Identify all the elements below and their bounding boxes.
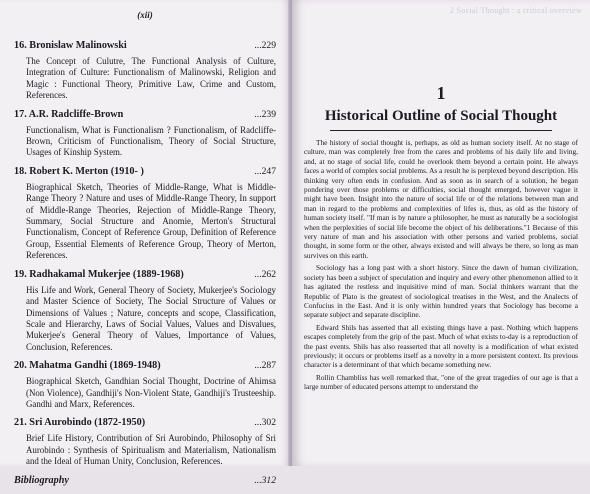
toc-entry xyxy=(14,417,276,467)
toc-entry-heading xyxy=(14,417,276,429)
toc-entry-heading xyxy=(14,40,276,52)
toc-entry-page: ...239 xyxy=(254,108,276,120)
toc-entry-page: ...287 xyxy=(254,360,276,372)
toc-entry-title: 16. Bronislaw Malinowski xyxy=(14,40,127,51)
toc-entry-summary: Biographical Sketch, Gandhian Social Thought, Doctrine of Ahimsa (Non Violence), Gandhiji's Non-Violent State, Gandhiji's Trusteeship. Gandhi and Marx, References. xyxy=(26,376,276,409)
toc-entry-page: ...229 xyxy=(254,40,276,51)
chapter-body xyxy=(304,138,578,395)
toc-entry-heading xyxy=(14,109,276,121)
body-paragraph: Sociology has a long past with a short history. Since the dawn of human civilization, society has been a subject of speculation and inquiry and every other phenomenon allied to it has agitated the restless and inquisitive mind of man. Social thinkers warrant that the Republic of Plato is the greatest of sociological treatises in the West, and the Analects of Confucius in the East. And it is only within hundred years that Sociology has become a separate subject and separate discipline. xyxy=(304,263,578,320)
toc-entry xyxy=(14,269,276,353)
toc-entry-title: Bibliography xyxy=(14,474,69,486)
toc-entry-summary: Biographical Sketch, Theories of Middle-Range, What is Middle-Range Theory ? Nature and uses of Middle-Range Theory, In support of Middle-Range Theories, Rejection of Middle-Range Theory, Summary, Social Structure and Anomie, Merton's Structural Functionalism, Concept of Reference Group, Definition of Reference Group, Essential Elements of Reference Group, Theory of Merton, References. xyxy=(26,181,276,261)
toc-entry-title: 17. A.R. Radcliffe-Brown xyxy=(14,108,124,120)
toc-entry-title: 19. Radhakamal Mukerjee (1889-1968) xyxy=(14,268,184,280)
toc-entry-title: 21. Sri Aurobindo (1872-1950) xyxy=(14,417,146,429)
table-of-contents xyxy=(14,40,276,494)
toc-entry-page: ...312 xyxy=(254,474,276,486)
toc-entry xyxy=(14,109,276,159)
toc-entry-heading xyxy=(14,475,276,487)
toc-entry-summary: The Concept of Culutre, The Functional Analysis of Culture, Integration of Culture: Functionalism of Malinowski, Religion and Magic : Functional Theory, Primitive Law, Crime and Custom, References. xyxy=(26,56,276,101)
toc-entry-summary: His Life and Work, General Theory of Society, Mukerjee's Sociology and Master Science of Society, The Social Structure of Values or Dimensions of Values ; Nature, concepts and scope, Classification, Scale and Hierarchy, Laws of Social Values, Values and Disvalues, Mukerjee's General Theory of Values, Importance of Values, Conclusion, References. xyxy=(26,284,276,352)
toc-entry xyxy=(14,360,276,410)
toc-entry-heading xyxy=(14,269,276,281)
toc-entry-summary: Brief Life History, Contribution of Sri Aurobindo, Philosophy of Sri Aurobindo : Synthesis of Spiritualism and Materialism, Nationalism and the Ideal of Human Unity, Conclusion, References. xyxy=(26,433,276,467)
left-page xyxy=(0,0,290,486)
body-paragraph: The history of social thought is, perhaps, as old as human society itself. At no stage of culture, man was completely free from the cares and problems of his daily life and living, and, at no stage of social life, could he overlook them beyond a certain point. He always faces a world of complex social problems. As a result he is perplexed beyond description. His thinking very often ends in confusion. And as soon as in search of a solution, he began pondering over those problems or difficulties, social thought emerged, however vague it might have been. Insight into the nature of social life or of the relations between man and man in regard to the problems and complexities of lifes is, thus, as old as the history of human society itself. "If man is by nature a philosopher, he must as naturally be a sociologist when the perplexities of social life become the object of his deliberations."1 Because of this very nature of man and his association with other persons and varied problems, social thought, in some form or the other, always existed and will always be there, so long as man survives on this earth. xyxy=(304,138,578,260)
toc-entry-bibliography xyxy=(14,475,276,487)
chapter-number: 1 xyxy=(436,83,446,103)
toc-entry-heading xyxy=(14,360,276,372)
toc-entry-page: ...302 xyxy=(254,417,276,429)
toc-entry-title: 20. Mahatma Gandhi (1869-1948) xyxy=(14,360,161,372)
body-paragraph: Rollin Chambliss has well remarked that, "one of the great tragedies of our age is that a large number of educated persons attempt to understand the xyxy=(304,372,578,392)
toc-entry-page: ...262 xyxy=(254,268,276,280)
chapter-title: Historical Outline of Social Thought xyxy=(324,108,558,124)
title-underline xyxy=(330,130,552,131)
toc-entry-page: ...247 xyxy=(254,165,276,177)
toc-entry-summary: Functionalism, What is Functionalism ? Functionalism, of Radcliffe-Brown, Criticism of Functionalism, Theory of Social Structure, Usages of Kinship System. xyxy=(26,124,276,158)
page-number: (xii) xyxy=(137,10,153,20)
right-page xyxy=(292,0,590,466)
toc-entry-title: 18. Robert K. Merton (1910- ) xyxy=(14,165,144,177)
toc-entry xyxy=(14,166,276,262)
body-paragraph: Edward Shils has asserted that all existing things have a past. Nothing which happens escapes completely from the grip of the past. Much of what exists to-day is a reproduction of the past events. Shils has also reasserted that all novelty is a modification of what existed previously; it occurs or problems itself as a novelty in a more persistent context. Its previous character is a determinant of that which became something new. xyxy=(304,322,578,370)
toc-entry xyxy=(14,40,276,102)
running-head-bleedthrough: 2 Social Thought : a critical overview xyxy=(449,6,582,15)
toc-entry-heading xyxy=(14,166,276,178)
